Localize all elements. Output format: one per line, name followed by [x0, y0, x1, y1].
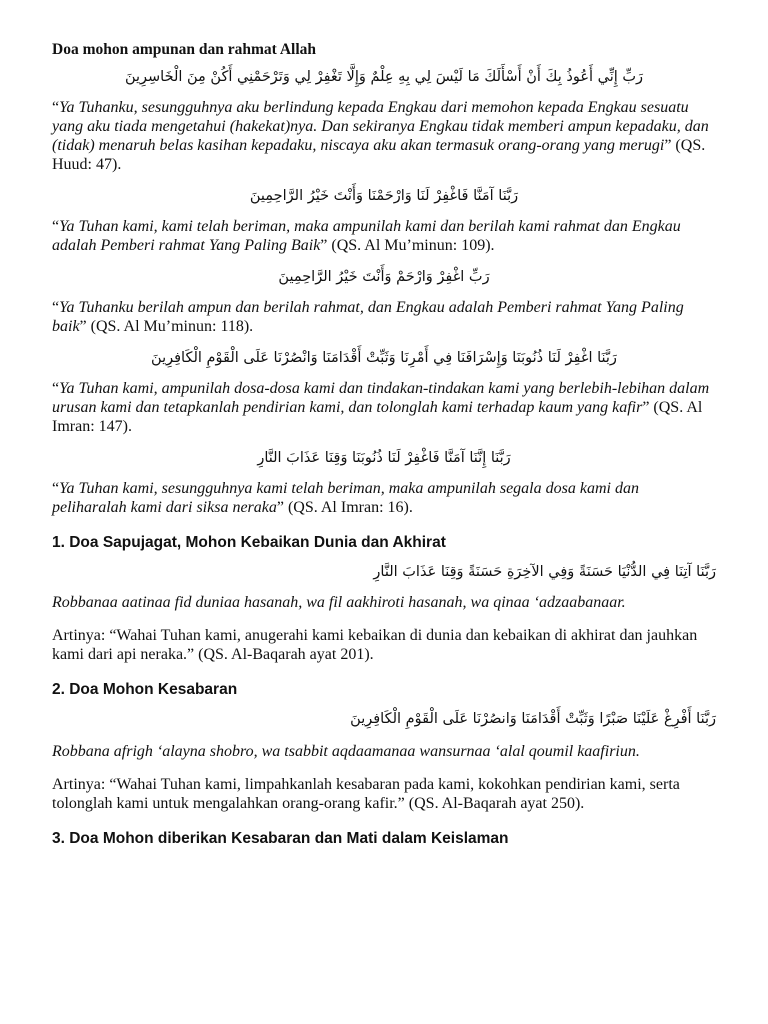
arabic-verse: رَبِّ اغْفِرْ وَارْحَمْ وَأَنْتَ خَيْرُ الرَّاحِمِينَ: [278, 269, 490, 285]
arabic-verse: رَبَّنَا أَفْرِغْ عَلَيْنَا صَبْرًا وَثَبِّتْ أَقْدَامَنَا وَانصُرْنَا عَلَى الْقَوْمِ الْكَافِرِينَ: [350, 711, 716, 727]
section-title: 3. Doa Mohon diberikan Kesabaran dan Mati dalam Keislaman: [52, 830, 509, 847]
arabic-verse: رَبَّنَا آتِنَا فِي الدُّنْيَا حَسَنَةً وَفِي الآخِرَةِ حَسَنَةً وَقِنَا عَذَابَ النَّارِ: [373, 564, 716, 580]
verse-reference: ” (QS. Al Imran: 147).: [52, 399, 703, 435]
open-quote: “: [52, 299, 60, 316]
translation-paragraph: [52, 479, 716, 517]
translation-text: Ya Tuhan kami, ampunilah dosa-dosa kami dan tindakan-tindakan kami yang berlebih-lebihan dalam urusan kami dan tetapkanlah pendirian kami, dan tolonglah kami terhadap kaum yang kafir: [52, 380, 710, 416]
section-title: 1. Doa Sapujagat, Mohon Kebaikan Dunia dan Akhirat: [52, 534, 446, 551]
translation-paragraph: [52, 298, 716, 336]
meaning-paragraph: Artinya: “Wahai Tuhan kami, anugerahi kami kebaikan di dunia dan kebaikan di akhirat dan jauhkan kami dari api neraka.” (QS. Al-Baqarah ayat 201).: [52, 627, 698, 663]
meaning-paragraph: Artinya: “Wahai Tuhan kami, limpahkanlah kesabaran pada kami, kokohkan pendirian kami, serta tolonglah kami untuk mengalahkan orang-orang kafir.” (QS. Al-Baqarah ayat 250).: [52, 776, 680, 812]
transliteration: Robbana afrigh ‘alayna shobro, wa tsabbit aqdaamanaa wansurnaa ‘alal qoumil kaafiriun.: [52, 743, 640, 760]
translation-text: Ya Tuhan kami, sesungguhnya kami telah beriman, maka ampunilah segala dosa kami dan peliharalah kami dari siksa neraka: [52, 480, 639, 516]
arabic-verse: رَبَّنَا إِنَّنَا آمَنَّا فَاغْفِرْ لَنَا ذُنُوبَنَا وَقِنَا عَذَابَ النَّارِ: [257, 450, 511, 466]
translation-text: Ya Tuhanku, sesungguhnya aku berlindung kepada Engkau dari memohon kepada Engkau sesuatu yang aku tiada mengetahui (hakekat)nya. Dan sekiranya Engkau tidak memberi ampun kepadaku, dan (tidak) menaruh belas kasihan kepadaku, niscaya aku akan termasuk orang-orang yang merugi: [52, 99, 709, 154]
translation-paragraph: [52, 217, 716, 255]
section-title: 2. Doa Mohon Kesabaran: [52, 681, 238, 698]
open-quote: “: [52, 218, 60, 235]
arabic-verse: رَبَّنَا اغْفِرْ لَنَا ذُنُوبَنَا وَإِسْرَافَنَا فِي أَمْرِنَا وَثَبِّتْ أَقْدَامَنَا وَانْصُرْنَا عَلَى الْقَوْمِ الْكَافِرِينَ: [151, 350, 617, 366]
open-quote: “: [52, 380, 60, 397]
verse-reference: ” (QS. Huud: 47).: [52, 137, 706, 173]
verse-reference: ” (QS. Al Mu’minun: 118).: [79, 318, 254, 335]
arabic-verse: رَبَّنَا آمَنَّا فَاغْفِرْ لَنَا وَارْحَمْنَا وَأَنْتَ خَيْرُ الرَّاحِمِينَ: [249, 188, 519, 204]
transliteration: Robbanaa aatinaa fid duniaa hasanah, wa fil aakhiroti hasanah, wa qinaa ‘adzaabanaar.: [52, 594, 626, 611]
verse-reference: ” (QS. Al Mu’minun: 109).: [320, 237, 495, 254]
translation-text: Ya Tuhanku berilah ampun dan berilah rahmat, dan Engkau adalah Pemberi rahmat Yang Paling baik: [52, 299, 684, 335]
page-heading: Doa mohon ampunan dan rahmat Allah: [52, 41, 316, 58]
open-quote: “: [52, 99, 60, 116]
translation-text: Ya Tuhan kami, kami telah beriman, maka ampunilah kami dan berilah kami rahmat dan Engkau adalah Pemberi rahmat Yang Paling Baik: [52, 218, 681, 254]
translation-paragraph: [52, 379, 716, 436]
arabic-verse: رَبِّ إِنِّي أَعُوذُ بِكَ أَنْ أَسْأَلَكَ مَا لَيْسَ لِي بِهِ عِلْمٌ وَإِلَّا تَغْفِرْ لِي وَتَرْحَمْنِي أَكُنْ مِنَ الْخَاسِرِينَ: [124, 69, 644, 85]
verse-reference: ” (QS. Al Imran: 16).: [276, 499, 413, 516]
open-quote: “: [52, 480, 60, 497]
document-page: [52, 40, 716, 849]
translation-paragraph: [52, 98, 716, 174]
